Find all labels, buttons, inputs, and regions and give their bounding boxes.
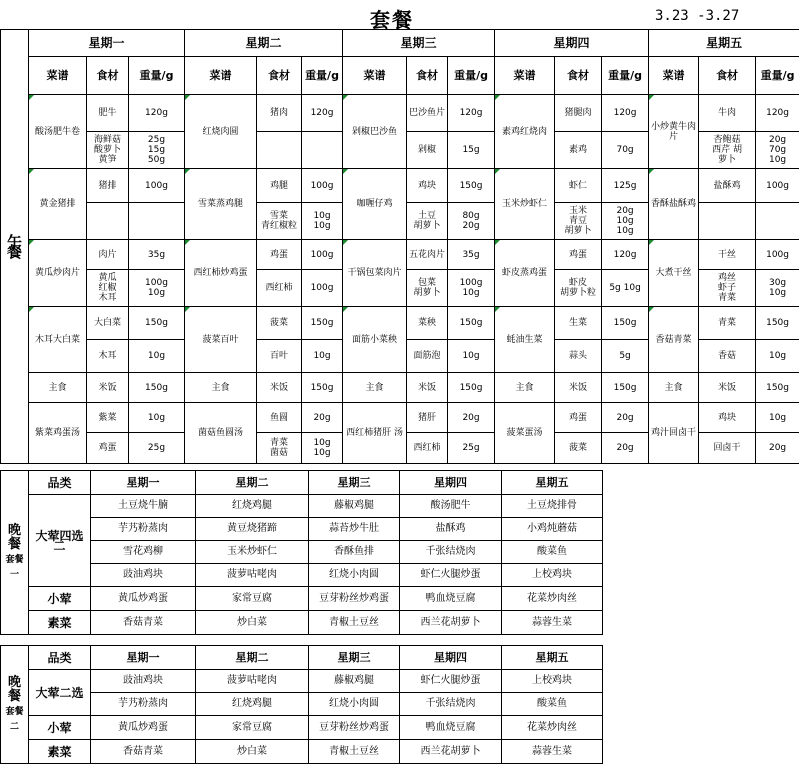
big-meat-label: 大荤二选 — [29, 670, 91, 716]
menu-item: 红烧鸡腿 — [196, 495, 309, 518]
dinner-set-tag: 套餐 一 — [5, 554, 24, 580]
lunch-label: 午 餐 — [1, 30, 29, 464]
ingredient: 盐酥鸡 — [699, 169, 756, 203]
column-header: 食材 — [699, 57, 756, 95]
weight: 10g — [756, 403, 799, 433]
menu-item: 家常豆腐 — [196, 716, 309, 740]
weight: 100g — [756, 169, 799, 203]
weight: 120g — [129, 95, 185, 132]
dinner-label-text: 晚 餐 — [7, 674, 21, 704]
lunch-day-header-row — [1, 30, 799, 57]
weight: 35g — [129, 240, 185, 270]
small-meat-row — [1, 716, 603, 740]
dinner-header-row — [1, 471, 603, 495]
lunch-row — [1, 95, 799, 132]
weight: 100g — [302, 270, 343, 307]
day-header: 星期二 — [185, 30, 343, 57]
menu-item: 酸汤肥牛 — [400, 495, 502, 518]
menu-item: 红烧小肉圆 — [309, 693, 400, 716]
menu-item: 藤椒鸡腿 — [309, 670, 400, 693]
menu-item: 芋艿粉蒸肉 — [91, 693, 196, 716]
weight: 20g 70g 10g — [756, 132, 799, 169]
big-meat-row — [1, 564, 603, 587]
menu-item: 豆芽粉丝炒鸡蛋 — [309, 716, 400, 740]
ingredient: 米饭 — [257, 373, 302, 403]
menu-item: 土豆烧排骨 — [502, 495, 603, 518]
menu-item: 花菜炒肉丝 — [502, 716, 603, 740]
dish-name: 菠菜百叶 — [185, 307, 257, 373]
vegetable-label: 素菜 — [29, 740, 91, 764]
weight: 120g — [302, 95, 343, 132]
column-header: 重量/g — [756, 57, 799, 95]
ingredient: 回卤干 — [699, 433, 756, 464]
menu-item: 蒜苔炒牛肚 — [309, 518, 400, 541]
dish-name: 素鸡红烧肉 — [495, 95, 555, 169]
weight: 20g — [756, 433, 799, 464]
weight: 10g — [448, 340, 495, 373]
menu-item: 花菜炒肉丝 — [502, 587, 603, 611]
weight: 150g — [756, 373, 799, 403]
weight: 125g — [602, 169, 649, 203]
weight: 20g — [602, 403, 649, 433]
vegetable-label: 素菜 — [29, 611, 91, 635]
ingredient: 鸡蛋 — [87, 433, 129, 464]
menu-item: 豉油鸡块 — [91, 564, 196, 587]
menu-item: 芋艿粉蒸肉 — [91, 518, 196, 541]
menu-item: 蒜蓉生菜 — [502, 611, 603, 635]
dinner-label — [1, 646, 29, 764]
dinner-set-one-table — [0, 470, 603, 635]
ingredient: 土豆 胡萝卜 — [407, 203, 448, 240]
ingredient: 生菜 — [555, 307, 602, 340]
page-title: 套餐 — [370, 8, 414, 32]
dish-name: 小炒黄牛肉片 — [649, 95, 699, 169]
ingredient: 五花肉片 — [407, 240, 448, 270]
ingredient: 杏鲍菇 西芹 胡 萝卜 — [699, 132, 756, 169]
weight: 120g — [602, 240, 649, 270]
dish-name: 主食 — [185, 373, 257, 403]
ingredient: 蒜头 — [555, 340, 602, 373]
ingredient: 青菜 菌菇 — [257, 433, 302, 464]
weight: 120g — [602, 95, 649, 132]
ingredient: 牛肉 — [699, 95, 756, 132]
ingredient: 肥牛 — [87, 95, 129, 132]
weight: 100g — [756, 240, 799, 270]
ingredient: 猪排 — [87, 169, 129, 203]
ingredient: 西红柿 — [257, 270, 302, 307]
ingredient: 菠菜 — [257, 307, 302, 340]
category-header: 品类 — [29, 646, 91, 670]
ingredient: 鸡腿 — [257, 169, 302, 203]
weight: 100g — [302, 169, 343, 203]
column-header: 食材 — [87, 57, 129, 95]
ingredient: 紫菜 — [87, 403, 129, 433]
menu-item: 鸭血烧豆腐 — [400, 716, 502, 740]
ingredient: 米饭 — [407, 373, 448, 403]
column-header: 重量/g — [129, 57, 185, 95]
ingredient: 虾仁 — [555, 169, 602, 203]
menu-item: 虾仁火腿炒蛋 — [400, 564, 502, 587]
date-range: 3.23 -3.27 — [655, 8, 740, 24]
big-meat-row — [1, 495, 603, 518]
ingredient: 大白菜 — [87, 307, 129, 340]
ingredient: 木耳 — [87, 340, 129, 373]
dish-name: 红烧肉圆 — [185, 95, 257, 169]
ingredient: 鸡蛋 — [555, 240, 602, 270]
weight: 25g — [129, 433, 185, 464]
big-meat-row — [1, 670, 603, 693]
weight: 150g — [602, 307, 649, 340]
weight: 150g — [302, 307, 343, 340]
ingredient: 玉米 青豆 胡萝卜 — [555, 203, 602, 240]
ingredient: 虾皮 胡萝卜粒 — [555, 270, 602, 307]
menu-item: 香菇青菜 — [91, 740, 196, 764]
day-header: 星期五 — [502, 646, 603, 670]
weight: 150g — [448, 169, 495, 203]
ingredient: 猪肉 — [257, 95, 302, 132]
lunch-staple-row — [1, 373, 799, 403]
ingredient: 香菇 — [699, 340, 756, 373]
vegetable-row — [1, 740, 603, 764]
menu-item: 小鸡炖蘑菇 — [502, 518, 603, 541]
lunch-row — [1, 169, 799, 203]
column-header: 食材 — [407, 57, 448, 95]
ingredient — [699, 203, 756, 240]
ingredient: 猪腿肉 — [555, 95, 602, 132]
weight: 10g — [129, 403, 185, 433]
column-header: 食材 — [257, 57, 302, 95]
menu-item: 红烧小肉圆 — [309, 564, 400, 587]
menu-item: 青椒土豆丝 — [309, 740, 400, 764]
ingredient: 巴沙鱼片 — [407, 95, 448, 132]
dish-name: 西红柿炒鸡蛋 — [185, 240, 257, 307]
weight: 150g — [448, 307, 495, 340]
menu-item: 盐酥鸡 — [400, 518, 502, 541]
ingredient: 干丝 — [699, 240, 756, 270]
weight: 100g 10g — [448, 270, 495, 307]
day-header: 星期三 — [309, 646, 400, 670]
dish-name: 主食 — [495, 373, 555, 403]
weight: 150g — [756, 307, 799, 340]
ingredient — [257, 132, 302, 169]
ingredient: 面筋泡 — [407, 340, 448, 373]
menu-item: 黄瓜炒鸡蛋 — [91, 587, 196, 611]
column-header: 食材 — [555, 57, 602, 95]
ingredient: 海鲜菇 酸萝卜 黄笋 — [87, 132, 129, 169]
weight: 100g — [129, 169, 185, 203]
dish-name: 剁椒巴沙鱼 — [343, 95, 407, 169]
weight: 25g 15g 50g — [129, 132, 185, 169]
day-header: 星期四 — [400, 646, 502, 670]
day-header: 星期一 — [91, 471, 196, 495]
weight: 20g — [448, 403, 495, 433]
menu-item: 玉米炒虾仁 — [196, 541, 309, 564]
weight: 10g 10g — [302, 203, 343, 240]
big-meat-row — [1, 541, 603, 564]
menu-item: 上校鸡块 — [502, 564, 603, 587]
dish-name: 干锅包菜肉片 — [343, 240, 407, 307]
day-header: 星期五 — [649, 30, 799, 57]
menu-item: 青椒土豆丝 — [309, 611, 400, 635]
column-header: 重量/g — [602, 57, 649, 95]
small-meat-row — [1, 587, 603, 611]
menu-item: 蒜蓉生菜 — [502, 740, 603, 764]
category-header: 品类 — [29, 471, 91, 495]
ingredient: 雪菜 青红椒粒 — [257, 203, 302, 240]
column-header: 菜谱 — [649, 57, 699, 95]
dish-name: 主食 — [29, 373, 87, 403]
lunch-column-header-row — [1, 57, 799, 95]
weight: 10g — [129, 340, 185, 373]
ingredient: 鸡块 — [699, 403, 756, 433]
weight — [129, 203, 185, 240]
ingredient: 米饭 — [87, 373, 129, 403]
menu-item: 红烧鸡腿 — [196, 693, 309, 716]
ingredient: 西红柿 — [407, 433, 448, 464]
column-header: 重量/g — [302, 57, 343, 95]
weight: 150g — [302, 373, 343, 403]
vegetable-row — [1, 611, 603, 635]
menu-item: 西兰花胡萝卜 — [400, 611, 502, 635]
dish-name: 咖喱仔鸡 — [343, 169, 407, 240]
weight: 80g 20g — [448, 203, 495, 240]
day-header: 星期一 — [91, 646, 196, 670]
dinner-set-tag: 套餐 二 — [5, 706, 24, 732]
weight: 100g — [302, 240, 343, 270]
dish-name: 雪菜蒸鸡腿 — [185, 169, 257, 240]
menu-item: 千张结烧肉 — [400, 541, 502, 564]
weight: 5g 10g — [602, 270, 649, 307]
weight — [756, 203, 799, 240]
ingredient: 鸡丝 虾子 青菜 — [699, 270, 756, 307]
dish-name: 主食 — [343, 373, 407, 403]
dish-name: 香酥盐酥鸡 — [649, 169, 699, 240]
weight: 20g 10g 10g — [602, 203, 649, 240]
dish-name: 面筋小菜秧 — [343, 307, 407, 373]
dinner-header-row — [1, 646, 603, 670]
dish-name: 鸡汁回卤干 — [649, 403, 699, 464]
menu-item: 豆芽粉丝炒鸡蛋 — [309, 587, 400, 611]
menu-item: 豉油鸡块 — [91, 670, 196, 693]
day-header: 星期五 — [502, 471, 603, 495]
lunch-row — [1, 307, 799, 340]
weight: 30g 10g — [756, 270, 799, 307]
ingredient: 菠菜 — [555, 433, 602, 464]
ingredient: 素鸡 — [555, 132, 602, 169]
menu-item: 家常豆腐 — [196, 587, 309, 611]
dish-name: 主食 — [649, 373, 699, 403]
dish-name: 紫菜鸡蛋汤 — [29, 403, 87, 464]
column-header: 菜谱 — [495, 57, 555, 95]
lunch-soup-row — [1, 403, 799, 433]
menu-item: 千张结烧肉 — [400, 693, 502, 716]
ingredient: 青菜 — [699, 307, 756, 340]
weight: 150g — [129, 307, 185, 340]
weight: 150g — [602, 373, 649, 403]
weight: 15g — [448, 132, 495, 169]
dish-name: 菌菇鱼圆汤 — [185, 403, 257, 464]
lunch-table — [0, 29, 799, 464]
dish-name: 木耳大白菜 — [29, 307, 87, 373]
menu-item: 菠萝咕咾肉 — [196, 564, 309, 587]
weight: 5g — [602, 340, 649, 373]
menu-item: 雪花鸡柳 — [91, 541, 196, 564]
weight — [302, 132, 343, 169]
menu-item: 藤椒鸡腿 — [309, 495, 400, 518]
menu-item: 菠萝咕咾肉 — [196, 670, 309, 693]
menu-item: 鸭血烧豆腐 — [400, 587, 502, 611]
menu-item: 香菇青菜 — [91, 611, 196, 635]
weight: 150g — [448, 373, 495, 403]
ingredient: 肉片 — [87, 240, 129, 270]
big-meat-row — [1, 693, 603, 716]
day-header: 星期四 — [400, 471, 502, 495]
menu-item: 上校鸡块 — [502, 670, 603, 693]
big-meat-label: 大荤四选二 — [29, 495, 91, 587]
dinner-label-text: 晚 餐 — [7, 522, 21, 552]
weight: 100g 10g — [129, 270, 185, 307]
menu-item: 酸菜鱼 — [502, 693, 603, 716]
menu-item: 香酥鱼排 — [309, 541, 400, 564]
menu-item: 黄瓜炒鸡蛋 — [91, 716, 196, 740]
dish-name: 菠菜蛋汤 — [495, 403, 555, 464]
big-meat-row — [1, 518, 603, 541]
dish-name: 黄瓜炒肉片 — [29, 240, 87, 307]
ingredient: 鱼圆 — [257, 403, 302, 433]
menu-item: 炒白菜 — [196, 611, 309, 635]
column-header: 菜谱 — [343, 57, 407, 95]
day-header: 星期三 — [343, 30, 495, 57]
weight: 150g — [129, 373, 185, 403]
day-header: 星期一 — [29, 30, 185, 57]
small-meat-label: 小荤 — [29, 716, 91, 740]
menu-item: 西兰花胡萝卜 — [400, 740, 502, 764]
small-meat-label: 小荤 — [29, 587, 91, 611]
dish-name: 玉米炒虾仁 — [495, 169, 555, 240]
ingredient: 米饭 — [555, 373, 602, 403]
column-header: 菜谱 — [29, 57, 87, 95]
dish-name: 西红柿猪肝 汤 — [343, 403, 407, 464]
dinner-label — [1, 471, 29, 635]
weight: 10g — [756, 340, 799, 373]
weight: 120g — [756, 95, 799, 132]
ingredient: 鸡蛋 — [257, 240, 302, 270]
weight: 35g — [448, 240, 495, 270]
lunch-row — [1, 240, 799, 270]
dish-name: 酸汤肥牛卷 — [29, 95, 87, 169]
ingredient: 鸡块 — [407, 169, 448, 203]
column-header: 重量/g — [448, 57, 495, 95]
ingredient: 剁椒 — [407, 132, 448, 169]
weight: 120g — [448, 95, 495, 132]
ingredient: 菜秧 — [407, 307, 448, 340]
menu-item: 土豆烧牛腩 — [91, 495, 196, 518]
weight: 20g — [302, 403, 343, 433]
day-header: 星期二 — [196, 646, 309, 670]
ingredient: 黄瓜 红椒 木耳 — [87, 270, 129, 307]
day-header: 星期二 — [196, 471, 309, 495]
weight: 10g 10g — [302, 433, 343, 464]
dish-name: 香菇青菜 — [649, 307, 699, 373]
menu-item: 炒白菜 — [196, 740, 309, 764]
ingredient: 鸡蛋 — [555, 403, 602, 433]
ingredient: 百叶 — [257, 340, 302, 373]
column-header: 菜谱 — [185, 57, 257, 95]
weight: 25g — [448, 433, 495, 464]
weight: 20g — [602, 433, 649, 464]
ingredient: 包菜 胡萝卜 — [407, 270, 448, 307]
weight: 10g — [302, 340, 343, 373]
day-header: 星期四 — [495, 30, 649, 57]
dish-name: 大煮干丝 — [649, 240, 699, 307]
dish-name: 虾皮蒸鸡蛋 — [495, 240, 555, 307]
dish-name: 黄金猪排 — [29, 169, 87, 240]
day-header: 星期三 — [309, 471, 400, 495]
weight: 70g — [602, 132, 649, 169]
menu-item: 黄豆烧猪蹄 — [196, 518, 309, 541]
dinner-set-two-table — [0, 645, 603, 764]
page-header — [0, 0, 799, 30]
ingredient: 米饭 — [699, 373, 756, 403]
ingredient: 猪肝 — [407, 403, 448, 433]
menu-item: 酸菜鱼 — [502, 541, 603, 564]
ingredient — [87, 203, 129, 240]
dish-name: 蚝油生菜 — [495, 307, 555, 373]
menu-item: 虾仁火腿炒蛋 — [400, 670, 502, 693]
